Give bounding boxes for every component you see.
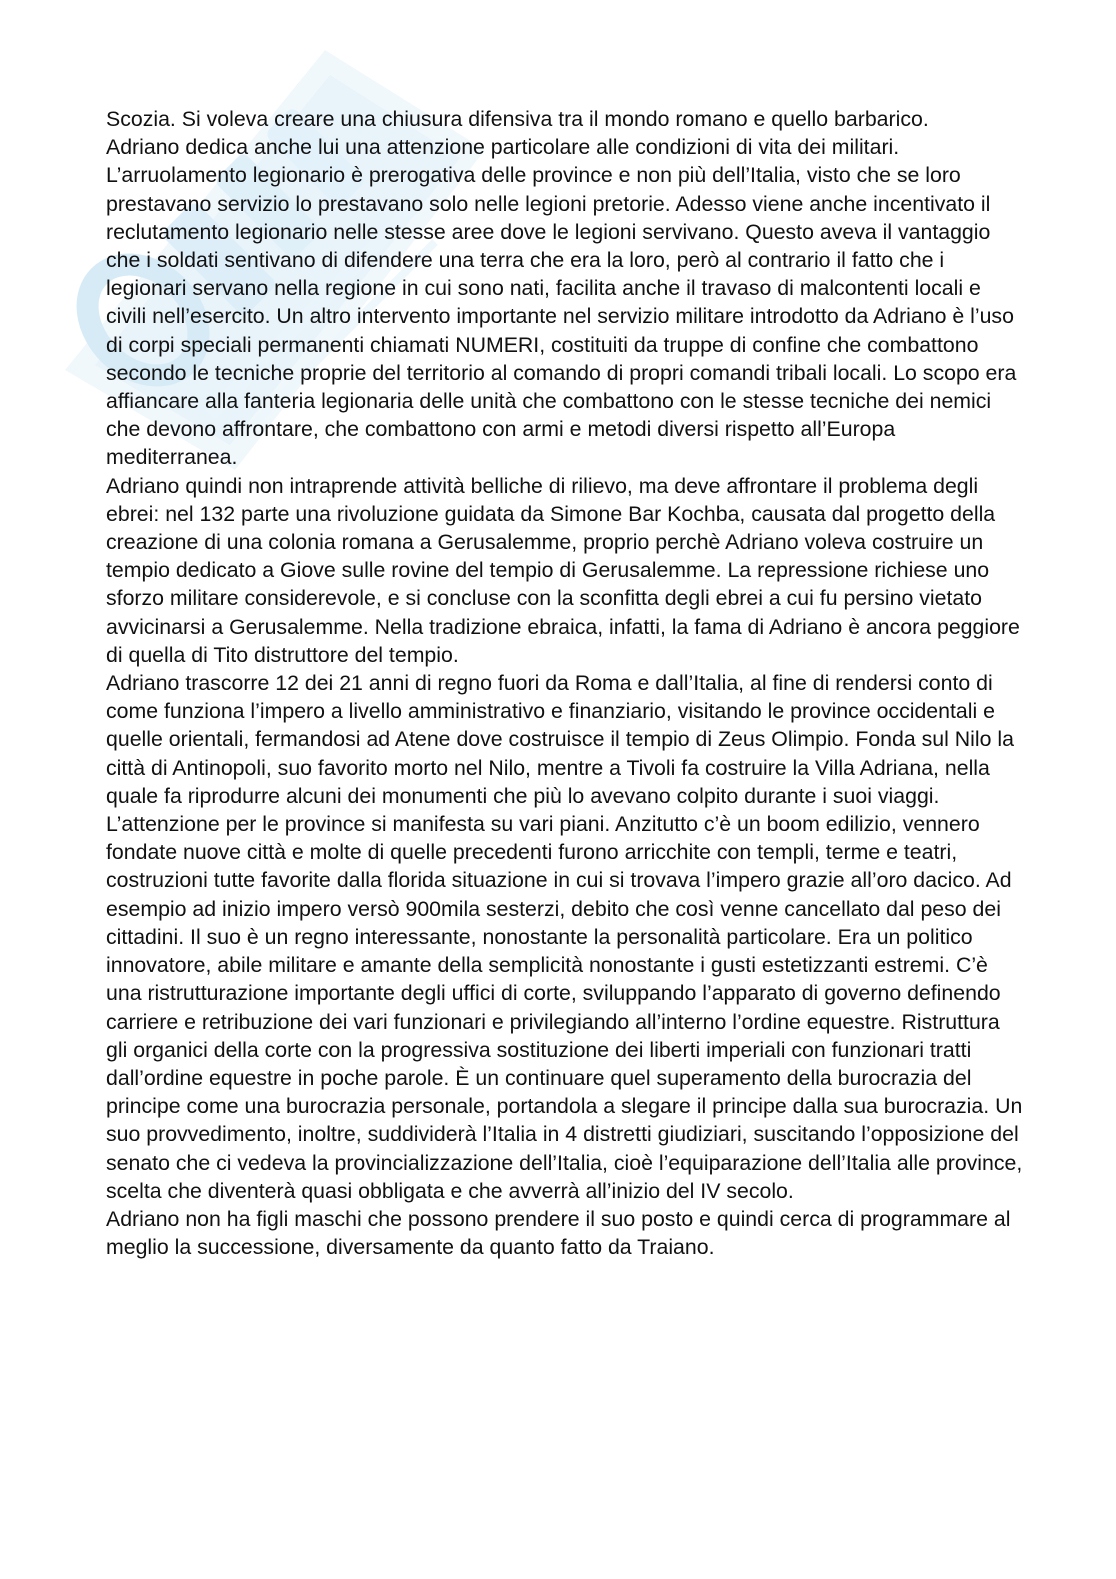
paragraph-jewish-revolt: Adriano quindi non intraprende attività belliche di rilievo, ma deve affrontare il problema degli ebrei: nel 132 parte una rivoluzione guidata da Simone Bar Kochba, causata dal progetto della creazione di una colonia romana a Gerusalemme, proprio perchè Adriano voleva costruire un tempio dedicato a Giove sulle rovine del tempio di Gerusalemme. La repressione richiese uno sforzo militare considerevole, e si concluse con la sconfitta degli ebrei a cui fu persino vietato avvicinarsi a Gerusalemme. Nella tradizione ebraica, infatti, la fama di Adriano è ancora peggiore di quella di Tito distruttore del tempio. xyxy=(106,473,1020,667)
paragraph-travels: Adriano trascorre 12 dei 21 anni di regno fuori da Roma e dall’Italia, al fine di rendersi conto di come funziona l’impero a livello amministrativo e finanziario, visitando le province occidentali e quelle orientali, fermandosi ad Atene dove costruisce il tempio di Zeus Olimpio. Fonda sul Nilo la città di Antinopoli, suo favorito morto nel Nilo, mentre a Tivoli fa costruire la Villa Adriana, nella quale fa riprodurre alcuni dei monumenti che più lo avevano colpito durante i suoi viaggi. xyxy=(106,671,1014,808)
paragraph-scozia: Scozia. Si voleva creare una chiusura difensiva tra il mondo romano e quello barbarico. xyxy=(106,107,929,131)
paragraph-military-conditions: Adriano dedica anche lui una attenzione particolare alle condizioni di vita dei militari. L’arruolamento legionario è prerogativa delle province e non più dell’Italia, visto che se loro prestavano servizio lo prestavano solo nelle legioni pretorie. Adesso viene anche incentivato il reclutamento legionario nelle stesse aree dove le legioni servivano. Questo aveva il vantaggio che i soldati sentivano di difendere una terra che era la loro, però al contrario il fatto che i legionari servano nella regione in cui sono nati, facilita anche il travaso di malcontenti locali e civili nell’esercito. Un altro intervento importante nel servizio militare introdotto da Adriano è l’uso di corpi speciali permanenti chiamati NUMERI, costituiti da truppe di confine che combattono secondo le tecniche proprie del territorio al comando di propri comandi tribali locali. Lo scopo era affiancare alla fanteria legionaria delle unità che combattono con le stesse tecniche dei nemici che devono affrontare, che combattono con armi e metodi diversi rispetto all’Europa mediterranea. xyxy=(106,135,1017,470)
paragraph-succession: Adriano non ha figli maschi che possono prendere il suo posto e quindi cerca di programmare al meglio la successione, diversamente da quanto fatto da Traiano. xyxy=(106,1206,1011,1260)
document-page xyxy=(106,105,1026,1261)
paragraph-provinces: L’attenzione per le province si manifesta su vari piani. Anzitutto c’è un boom edilizio, vennero fondate nuove città e molte di quelle precedenti furono arricchite con templi, terme e teatri, costruzioni tutte favorite dalla florida situazione in cui si trovava l’impero grazie all’oro dacico. Ad esempio ad inizio impero versò 900mila sesterzi, debito che così venne cancellato dal peso dei cittadini. Il suo è un regno interessante, nonostante la personalità particolare. Era un politico innovatore, abile militare e amante della semplicità nonostante i gusti estetizzanti estremi. C’è una ristrutturazione importante degli uffici di corte, sviluppando l’apparato di governo definendo carriere e retribuzione dei vari funzionari e privilegiando all’interno l’ordine equestre. Ristruttura gli organici della corte con la progressiva sostituzione dei liberti imperiali con funzionari tratti dall’ordine equestre in poche parole. È un continuare quel superamento della burocrazia del principe come una burocrazia personale, portandola a slegare il principe dalla sua burocrazia. Un suo provvedimento, inoltre, suddividerà l’Italia in 4 distretti giudiziari, suscitando l’opposizione del senato che ci vedeva la provincializzazione dell’Italia, cioè l’equiparazione dell’Italia alle province, scelta che diventerà quasi obbligata e che avverrà all’inizio del IV secolo. xyxy=(106,812,1023,1203)
